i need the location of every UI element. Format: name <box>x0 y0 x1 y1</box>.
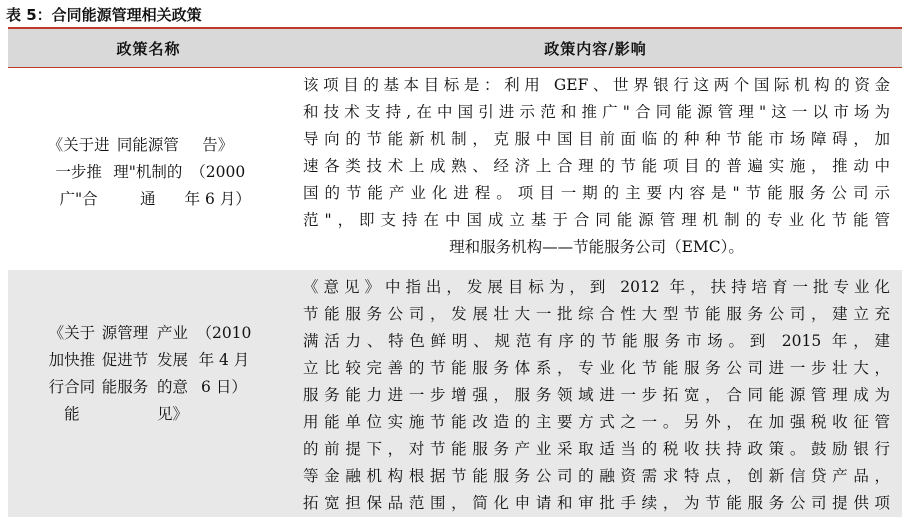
content-line: 的前提下，对节能服务产业采取适当的税收扶持政策。鼓励银行 <box>303 440 890 458</box>
policy-content-cell <box>289 270 902 517</box>
policy-name-line: 源管理促进节能服务 <box>101 324 149 396</box>
table-row <box>8 270 902 517</box>
content-line: 和技术支持,在中国引进示范和推广"合同能源管理"这一以市场为 <box>303 103 890 121</box>
content-line: 导向的节能新机制，克服中国目前面临的种种节能市场障碍，加 <box>303 130 890 148</box>
policy-name-line: 同能源管理"机制的通 <box>113 135 183 208</box>
content-line: 用能单位实施节能改造的主要方式之一。另外，在加强税收征管 <box>303 413 890 431</box>
policy-table <box>8 27 902 517</box>
table-row <box>8 68 902 268</box>
content-line: 该项目的基本目标是：利用 GEF、世界银行这两个国际机构的资金 <box>303 76 890 94</box>
policy-name-line: 告》（2000 年 6 月） <box>184 135 251 208</box>
content-line: 满活力、特色鲜明、规范有序的节能服务市场。到 2015 年，建 <box>303 332 890 350</box>
header-policy-content: 政策内容/影响 <box>544 39 647 58</box>
content-line: 等金融机构根据节能服务公司的融资需求特点，创新信贷产品， <box>303 467 890 485</box>
content-line: 拓宽担保品范围，简化申请和审批手续，为节能服务公司提供项 <box>303 494 890 512</box>
content-line: 国的节能产业化进程。项目一期的主要内容是"节能服务公司示 <box>303 184 890 202</box>
content-line: 理和服务机构——节能服务公司（EMC）。 <box>449 238 744 256</box>
policy-name-cell <box>8 68 289 268</box>
header-policy-name: 政策名称 <box>116 39 181 58</box>
content-line: 服务能力进一步增强，服务领域进一步拓宽，合同能源管理成为 <box>303 386 890 404</box>
policy-name-cell <box>8 270 289 517</box>
content-line: 节能服务公司，发展壮大一批综合性大型节能服务公司，建立充 <box>303 305 890 323</box>
policy-name-line: 《关于进一步推广"合 <box>47 135 110 208</box>
content-line: 速各类技术上成熟、经济上合理的节能项目的普遍实施，推动中 <box>303 157 890 175</box>
content-line: 《意见》中指出，发展目标为，到 2012 年，扶持培育一批专业化 <box>303 278 890 296</box>
policy-name-line: （2010 年 4 月 6 日） <box>196 324 252 396</box>
policy-name-line: 产业发展的意见》 <box>157 324 189 423</box>
table-caption: 表 5：合同能源管理相关政策 <box>6 6 202 24</box>
policy-content-cell <box>289 68 902 268</box>
content-line: 范"，即支持在中国成立基于合同能源管理机制的专业化节能管 <box>303 211 890 229</box>
table-header-row <box>8 29 902 67</box>
policy-name-line: 《关于加快推行合同能 <box>48 324 96 423</box>
content-line: 立比较完善的节能服务体系，专业化节能服务公司进一步壮大， <box>303 359 890 377</box>
